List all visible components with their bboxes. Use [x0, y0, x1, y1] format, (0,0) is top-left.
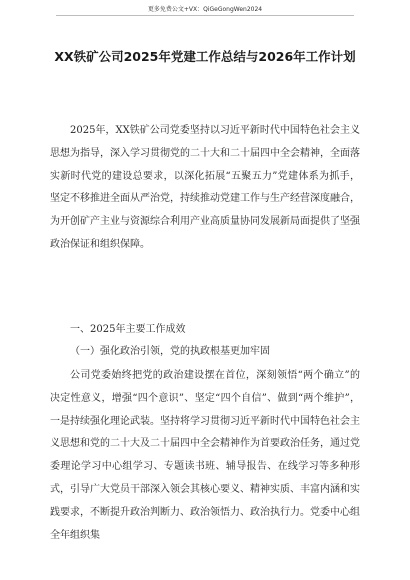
- header-note: 更多免费公文+VX：QiGeGongWen2024: [147, 6, 263, 13]
- section-heading: 一、2025年主要工作成效: [70, 324, 186, 335]
- document-title: XX铁矿公司2025年党建工作总结与2026年工作计划: [54, 49, 356, 64]
- subsection-paragraph: 公司党委始终把党的政治建设摆在首位，深刻领悟“两个确立”的决定性意义，增强“四个意识”、坚定“四个自信”、做到“两个维护”，一是持续强化理论武装。坚持将学习贯彻习近平新时代中国特色社会主义思想和党的二十大及二十届四中全会精神作为首要政治任务，通过党委理论学习中心组学习、专题读书班、辅导报告、在线学习等多种形式，引导广大党员干部深入领会其核心要义、精神实质、丰富内涵和实践要求，不断提升政治判断力、政治领悟力、政治执行力。党委中心组全年组织集: [50, 370, 360, 541]
- subsection-heading: （一）强化政治引领，党的执政根基更加牢固: [70, 346, 270, 357]
- intro-paragraph: 2025年，XX铁矿公司党委坚持以习近平新时代中国特色社会主义思想为指导，深入学习贯彻党的二十大和二十届四中全会精神，全面落实新时代党的建设总要求，以深化拓展“五聚五力”党建体系为抓手，坚定不移推进全面从严治党，持续推动党建工作与生产经营深度融合，为开创矿产主业与资源综合利用产业高质量协同发展新局面提供了坚强政治保证和组织保障。: [50, 125, 360, 250]
- header-divider: [56, 15, 354, 16]
